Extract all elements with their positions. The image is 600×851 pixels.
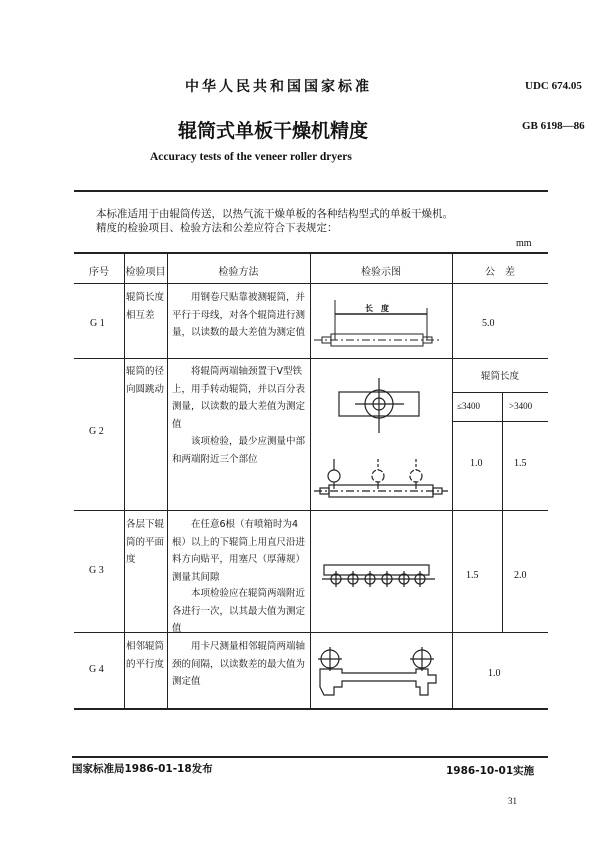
tolerance-value: 2.0: [514, 570, 527, 581]
row-method: 该项检验，最少应测量中部和两端附近三个部位: [172, 436, 306, 465]
row-item: 各层下辊筒的平面度: [126, 519, 165, 565]
col-header-diagram: 检验示图: [361, 267, 401, 278]
row-id: G 2: [89, 426, 104, 437]
subheader-divider: [452, 421, 548, 422]
tolerance-value: 1.5: [466, 570, 479, 581]
column-divider: [452, 252, 453, 708]
tolerance-value: 5.0: [482, 318, 495, 329]
row-id: G 4: [89, 664, 104, 675]
issue-date: 国家标准局1986-01-18发布: [72, 763, 213, 775]
column-divider: [310, 252, 311, 708]
col-header-method: 检验方法: [218, 267, 259, 278]
unit-label: mm: [516, 238, 532, 249]
row-method: 将辊筒两端轴颈置于V型铁上，用手转动辊筒，并以百分表测量，以读数的最大差值为测定值: [172, 366, 306, 430]
col-header-tolerance: 公 差: [485, 267, 515, 278]
row-method: 本项检验应在辊筒两端附近各进行一次，以其最大值为测定值: [172, 588, 306, 634]
column-divider: [167, 252, 168, 708]
intro-line-2: 精度的检验项目、检验方法和公差应符合下表规定：: [96, 222, 338, 234]
page-number: 31: [508, 796, 517, 806]
length-range-gt-3400: >3400: [509, 401, 533, 411]
tolerance-value: 1.0: [488, 668, 501, 679]
row-method: 在任意6根（有喷箱时为4根）以上的下辊筒上用直尺沿进料方向贴平，用塞尺（厚薄规）测量其间隙: [172, 519, 306, 583]
row-method: 用卡尺测量相邻辊筒两端轴颈的间隔，以读数差的最大值为测定值: [172, 641, 306, 687]
column-divider: [124, 252, 125, 708]
effective-date: 1986-10-01实施: [446, 765, 535, 777]
col-header-no: 序号: [89, 267, 109, 278]
title-divider: [74, 190, 548, 192]
length-range-le-3400: ≤3400: [457, 401, 480, 411]
row-id: G 1: [90, 318, 105, 329]
tolerance-value: 1.0: [470, 458, 483, 469]
diagram-label: 长 度: [365, 304, 389, 313]
intro-line-1: 本标准适用于由辊筒传送，以热气流干燥单板的各种结构型式的单板干燥机。: [96, 208, 453, 220]
english-title: Accuracy tests of the veneer roller dryers: [150, 151, 352, 163]
roller-length-diagram: [312, 300, 450, 356]
caliper-diagram: [312, 643, 450, 699]
row-item: 辊筒长度相互差: [126, 292, 165, 321]
row-item: 辊筒的径向圆跳动: [126, 366, 165, 395]
table-bottom-border: [74, 708, 548, 710]
tolerance-subheader: 辊筒长度: [480, 371, 519, 382]
subheader-divider: [452, 392, 548, 393]
standard-number: GB 6198—86: [522, 120, 585, 132]
issuing-org: 中华人民共和国国家标准: [185, 79, 372, 95]
column-divider: [502, 392, 503, 632]
row-item: 相邻辊筒的平行度: [126, 641, 165, 670]
footer-divider: [72, 756, 548, 758]
row-method: 用钢卷尺贴靠被测辊筒，并平行于母线，对各个辊筒进行测量，以读数的最大差值为测定值: [172, 292, 306, 338]
col-header-item: 检验项目: [125, 267, 166, 278]
page-title: 辊筒式单板干燥机精度: [178, 120, 369, 142]
row-id: G 3: [89, 565, 104, 576]
radial-runout-diagram: [312, 375, 450, 500]
udc-number: UDC 674.05: [525, 80, 582, 92]
flatness-diagram: [320, 560, 445, 595]
tolerance-value: 1.5: [514, 458, 527, 469]
